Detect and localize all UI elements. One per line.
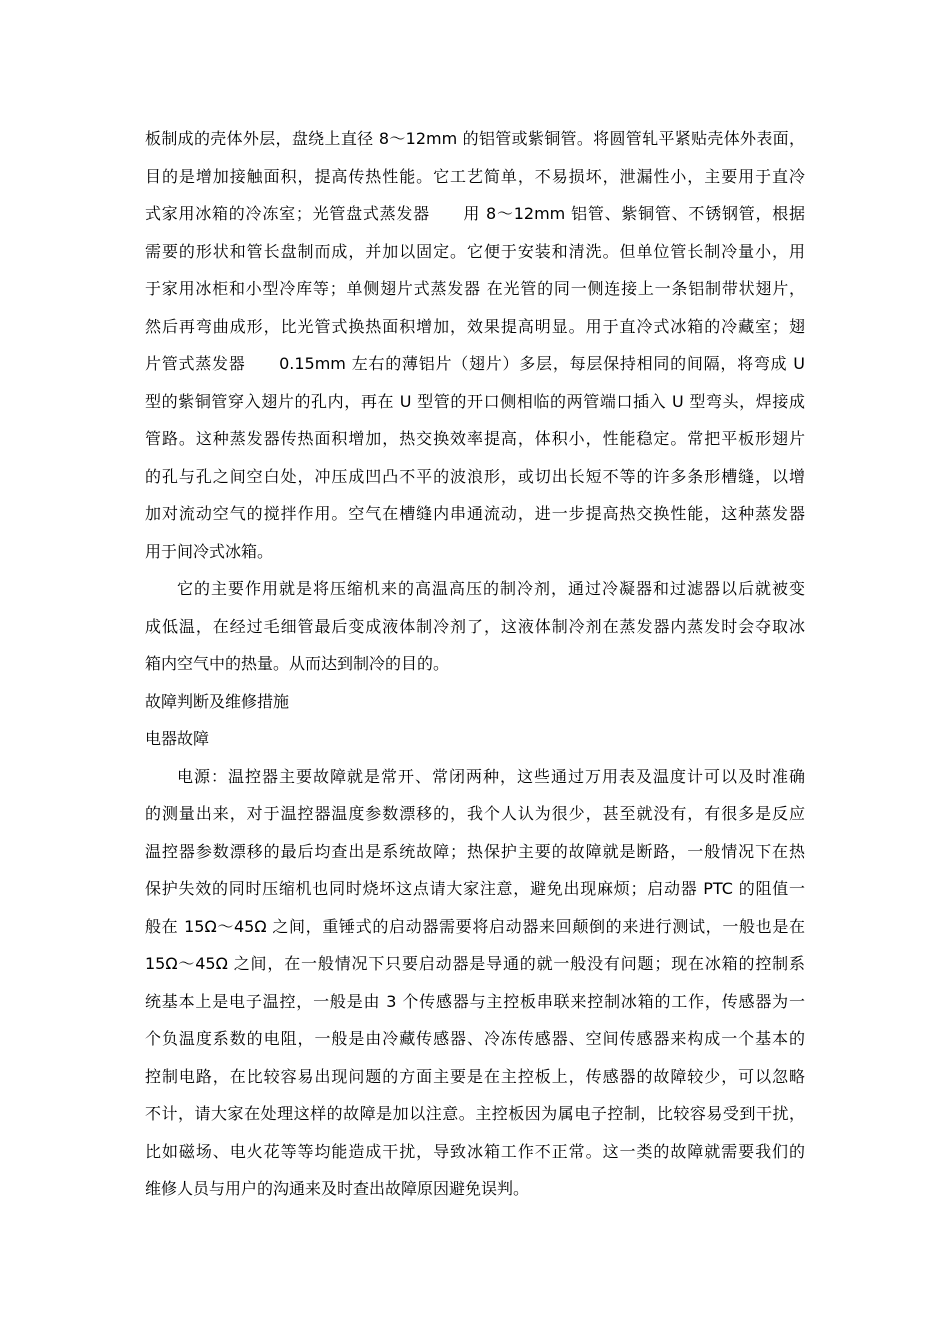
text-line: 管路。这种蒸发器传热面积增加，热交换效率提高，体积小，性能稳定。常把平板形翅片 bbox=[145, 429, 805, 448]
text-line: 般在 15Ω～45Ω 之间，重锤式的启动器需要将启动器来回颠倒的来进行测试，一般也是在 bbox=[145, 916, 805, 936]
text-line: 成低温，在经过毛细管最后变成液体制冷剂了，这液体制冷剂在蒸发器内蒸发时会夺取冰 bbox=[145, 616, 805, 636]
text-line: 于家用冰柜和小型冷库等；单侧翅片式蒸发器 在光管的同一侧连接上一条铝制带状翅片， bbox=[145, 279, 805, 298]
text-line: 型的紫铜管穿入翅片的孔内，再在 U 型管的开口侧相临的两管端口插入 U 型弯头，焊接成 bbox=[145, 391, 805, 411]
text-line: 片管式蒸发器 0.15mm 左右的薄铝片（翅片）多层，每层保持相同的间隔，将弯成 U bbox=[145, 354, 805, 373]
document-body bbox=[145, 120, 805, 1208]
text-line: 目的是增加接触面积，提高传热性能。它工艺简单，不易损坏，泄漏性小，主要用于直冷 bbox=[145, 166, 805, 186]
text-line: 个负温度系数的电阻，一般是由冷藏传感器、冷冻传感器、空间传感器来构成一个基本的 bbox=[145, 1029, 805, 1048]
section-heading: 故障判断及维修措施 bbox=[145, 691, 290, 711]
text-line: 需要的形状和管长盘制而成，并加以固定。它便于安装和清洗。但单位管长制冷量小，用 bbox=[145, 241, 805, 261]
section-heading-electrical-fault bbox=[145, 720, 805, 758]
text-line: 统基本上是电子温控，一般是由 3 个传感器与主控板串联来控制冰箱的工作，传感器为一 bbox=[145, 991, 805, 1011]
text-line: 箱内空气中的热量。从而达到制冷的目的。 bbox=[145, 654, 450, 673]
text-line: 式家用冰箱的冷冻室；光管盘式蒸发器 用 8～12mm 铝管、紫铜管、不锈钢管，根据 bbox=[145, 204, 805, 223]
section-heading-fault-diagnosis bbox=[145, 683, 805, 721]
paragraph-main-function bbox=[145, 570, 805, 683]
text-line: 的测量出来，对于温控器温度参数漂移的，我个人认为很少，甚至就没有，有很多是反应 bbox=[145, 804, 805, 823]
text-line: 然后再弯曲成形，比光管式换热面积增加，效果提高明显。用于直冷式冰箱的冷藏室；翅 bbox=[145, 316, 805, 336]
text-line: 用于间冷式冰箱。 bbox=[145, 541, 274, 561]
paragraph-evaporator-types bbox=[145, 120, 805, 570]
text-line: 温控器参数漂移的最后均查出是系统故障；热保护主要的故障就是断路，一般情况下在热 bbox=[145, 841, 805, 861]
text-line: 15Ω～45Ω 之间，在一般情况下只要启动器是导通的就一般没有问题；现在冰箱的控制系 bbox=[145, 954, 805, 973]
section-heading: 电器故障 bbox=[145, 729, 210, 748]
text-line: 维修人员与用户的沟通来及时查出故障原因避免误判。 bbox=[145, 1179, 530, 1198]
text-line: 控制电路，在比较容易出现问题的方面主要是在主控板上，传感器的故障较少，可以忽略 bbox=[145, 1066, 805, 1086]
text-line: 的孔与孔之间空白处，冲压成凹凸不平的波浪形，或切出长短不等的许多条形槽缝，以增 bbox=[145, 466, 805, 486]
text-line: 电源：温控器主要故障就是常开、常闭两种，这些通过万用表及温度计可以及时准确 bbox=[177, 766, 805, 786]
text-line: 它的主要作用就是将压缩机来的高温高压的制冷剂，通过冷凝器和过滤器以后就被变 bbox=[177, 579, 805, 598]
paragraph-power-faults bbox=[145, 758, 805, 1208]
text-line: 加对流动空气的搅拌作用。空气在槽缝内串通流动，进一步提高热交换性能，这种蒸发器 bbox=[145, 504, 805, 523]
text-line: 不计，请大家在处理这样的故障是加以注意。主控板因为属电子控制，比较容易受到干扰， bbox=[145, 1104, 805, 1123]
text-line: 保护失效的同时压缩机也同时烧坏这点请大家注意，避免出现麻烦；启动器 PTC 的阻值一 bbox=[145, 879, 805, 898]
text-line: 比如磁场、电火花等等均能造成干扰，导致冰箱工作不正常。这一类的故障就需要我们的 bbox=[145, 1141, 805, 1161]
text-line: 板制成的壳体外层，盘绕上直径 8～12mm 的铝管或紫铜管。将圆管轧平紧贴壳体外表面， bbox=[145, 129, 805, 148]
